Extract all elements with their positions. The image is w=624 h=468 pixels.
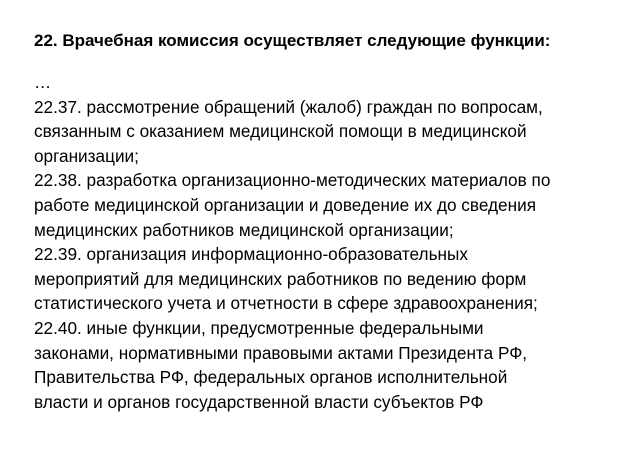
item-22-39-line-3: статистического учета и отчетности в сфере здравоохранения; xyxy=(34,293,538,314)
item-22-37-line-3: организации; xyxy=(34,145,139,166)
item-22-40-line-1: 22.40. иные функции, предусмотренные федеральными xyxy=(34,317,484,338)
ellipsis-line: … xyxy=(34,72,52,92)
item-22-39-line-2: мероприятий для медицинских работников по ведению форм xyxy=(34,268,527,289)
slide-heading: 22. Врачебная комиссия осуществляет следующие функции: xyxy=(34,31,551,50)
item-22-40-line-4: власти и органов государственной власти субъектов РФ xyxy=(34,391,484,412)
item-22-38-line-1: 22.38. разработка организационно-методических материалов по xyxy=(34,170,551,191)
item-22-38-line-3: медицинских работников медицинской организации; xyxy=(34,219,454,240)
item-22-40-line-2: законами, нормативными правовыми актами Президента РФ, xyxy=(34,342,528,363)
item-22-39-line-1: 22.39. организация информационно-образовательных xyxy=(34,244,468,265)
item-22-37-line-2: связанным с оказанием медицинской помощи в медицинской xyxy=(34,121,527,142)
item-22-38-line-2: работе медицинской организации и доведение их до сведения xyxy=(34,194,537,215)
slide-body xyxy=(34,70,614,414)
item-22-37-line-1: 22.37. рассмотрение обращений (жалоб) граждан по вопросам, xyxy=(34,96,543,117)
item-22-40-line-3: Правительства РФ, федеральных органов исполнительной xyxy=(34,367,508,388)
